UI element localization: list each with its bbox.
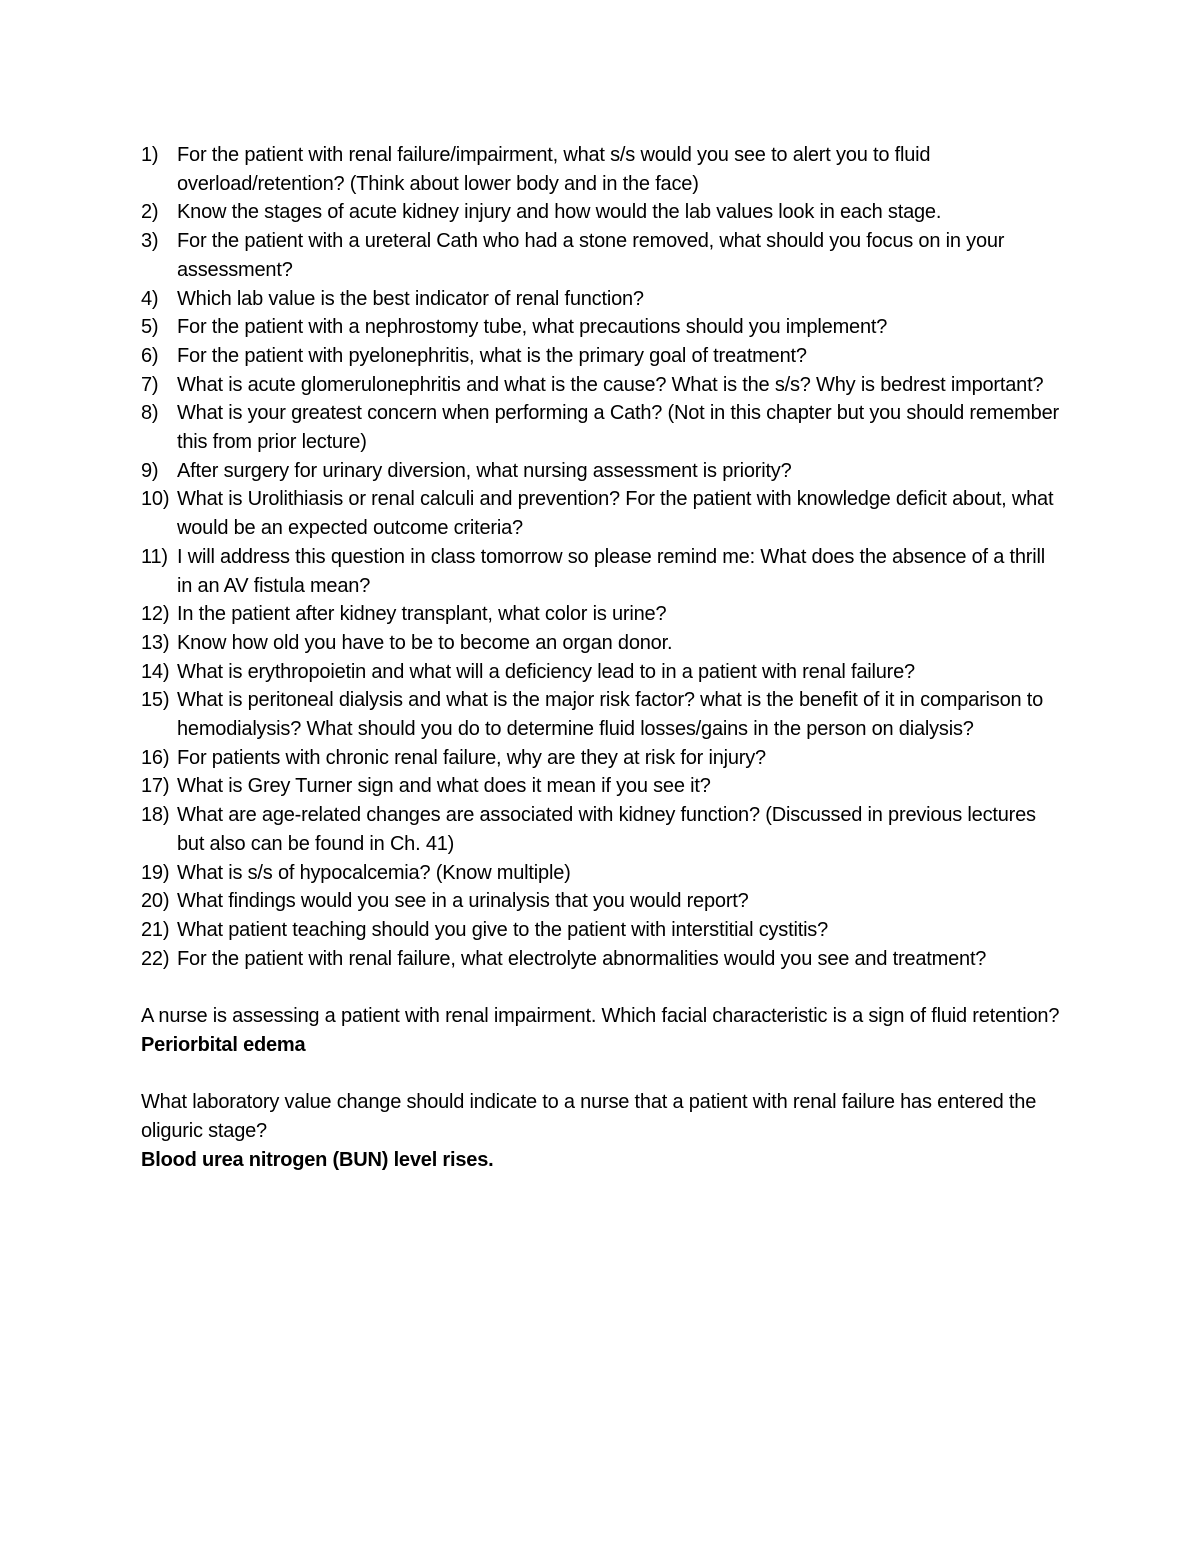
question-text: I will address this question in class tomorrow so please remind me: What does the absence of a thrill in an AV fistula mean? [177, 545, 1045, 597]
question-number: 13) [141, 631, 170, 654]
list-item [141, 801, 1061, 858]
question-number: 9) [141, 459, 159, 482]
list-item [141, 371, 1061, 400]
list-item [141, 285, 1061, 314]
list-item [141, 658, 1061, 687]
question-text: What findings would you see in a urinalysis that you would report? [177, 890, 749, 913]
list-item [141, 916, 1061, 945]
list-item [141, 198, 1061, 227]
qa-question: A nurse is assessing a patient with renal impairment. Which facial characteristic is a sign of fluid retention? [141, 1005, 1060, 1028]
question-number: 4) [141, 287, 159, 310]
question-text: Which lab value is the best indicator of renal function? [177, 287, 644, 310]
question-number: 3) [141, 230, 159, 253]
question-text: Know how old you have to be to become an organ donor. [177, 631, 673, 654]
list-item [141, 887, 1061, 916]
question-text: For patients with chronic renal failure, why are they at risk for injury? [177, 746, 766, 769]
list-item [141, 141, 1061, 198]
question-number: 10) [141, 488, 170, 511]
question-text: For the patient with renal failure/impairment, what s/s would you see to alert you to fluid overload/retention? (Think about lower body and in the face) [177, 144, 931, 195]
question-text: What is Grey Turner sign and what does it mean if you see it? [177, 775, 711, 798]
list-item [141, 543, 1061, 600]
question-text: For the patient with renal failure, what electrolyte abnormalities would you see and treatment? [177, 947, 987, 970]
question-text: What is s/s of hypocalcemia? (Know multiple) [177, 861, 571, 884]
question-number: 12) [141, 603, 170, 626]
qa-answer: Periorbital edema [141, 1033, 306, 1056]
question-text: What patient teaching should you give to the patient with interstitial cystitis? [177, 918, 829, 941]
question-text: In the patient after kidney transplant, what color is urine? [177, 603, 667, 626]
study-questions-list [141, 141, 1061, 973]
question-number: 21) [141, 918, 170, 941]
qa-block-oliguric-stage [141, 1088, 1061, 1174]
question-number: 16) [141, 746, 170, 769]
question-number: 1) [141, 144, 159, 166]
list-item [141, 457, 1061, 486]
document-content [141, 141, 1061, 1174]
qa-answer: Blood urea nitrogen (BUN) level rises. [141, 1148, 494, 1171]
list-item [141, 945, 1061, 974]
question-number: 17) [141, 775, 170, 798]
question-number: 7) [141, 373, 159, 396]
question-number: 2) [141, 201, 159, 224]
question-text: For the patient with a ureteral Cath who had a stone removed, what should you focus on in your assessment? [177, 230, 1005, 281]
question-text: What is erythropoietin and what will a deficiency lead to in a patient with renal failure? [177, 660, 915, 683]
question-number: 19) [141, 861, 170, 884]
list-item [141, 485, 1061, 542]
list-item [141, 600, 1061, 629]
question-number: 11) [141, 545, 168, 568]
question-text: What is acute glomerulonephritis and what is the cause? What is the s/s? Why is bedrest important? [177, 373, 1044, 396]
list-item [141, 744, 1061, 773]
question-text: After surgery for urinary diversion, what nursing assessment is priority? [177, 459, 792, 482]
qa-question: What laboratory value change should indicate to a nurse that a patient with renal failure has entered the oliguric stage? [141, 1091, 1037, 1142]
list-item [141, 313, 1061, 342]
question-text: Know the stages of acute kidney injury and how would the lab values look in each stage. [177, 201, 942, 224]
question-number: 15) [141, 689, 170, 712]
question-text: What are age-related changes are associated with kidney function? (Discussed in previous lectures but also can be found in Ch. 41) [177, 804, 1036, 855]
list-item [141, 859, 1061, 888]
question-text: For the patient with a nephrostomy tube, what precautions should you implement? [177, 316, 888, 339]
question-text: For the patient with pyelonephritis, what is the primary goal of treatment? [177, 344, 807, 367]
list-item [141, 686, 1061, 743]
question-number: 18) [141, 804, 170, 827]
question-number: 6) [141, 344, 159, 367]
question-text: What is peritoneal dialysis and what is the major risk factor? what is the benefit of it in comparison to hemodialysis? What should you do to determine fluid losses/gains in the person on dialysis? [177, 689, 1044, 741]
question-number: 8) [141, 402, 159, 425]
question-text: What is Urolithiasis or renal calculi and prevention? For the patient with knowledge deficit about, what would be an expected outcome criteria? [177, 488, 1054, 540]
question-number: 20) [141, 890, 170, 913]
list-item [141, 772, 1061, 801]
list-item [141, 629, 1061, 658]
question-number: 14) [141, 660, 170, 683]
question-text: What is your greatest concern when performing a Cath? (Not in this chapter but you should remember this from prior lecture) [177, 402, 1059, 454]
list-item [141, 399, 1061, 456]
qa-block-fluid-retention [141, 1002, 1061, 1059]
list-item [141, 342, 1061, 371]
question-number: 22) [141, 947, 170, 970]
question-number: 5) [141, 316, 159, 339]
list-item [141, 227, 1061, 284]
